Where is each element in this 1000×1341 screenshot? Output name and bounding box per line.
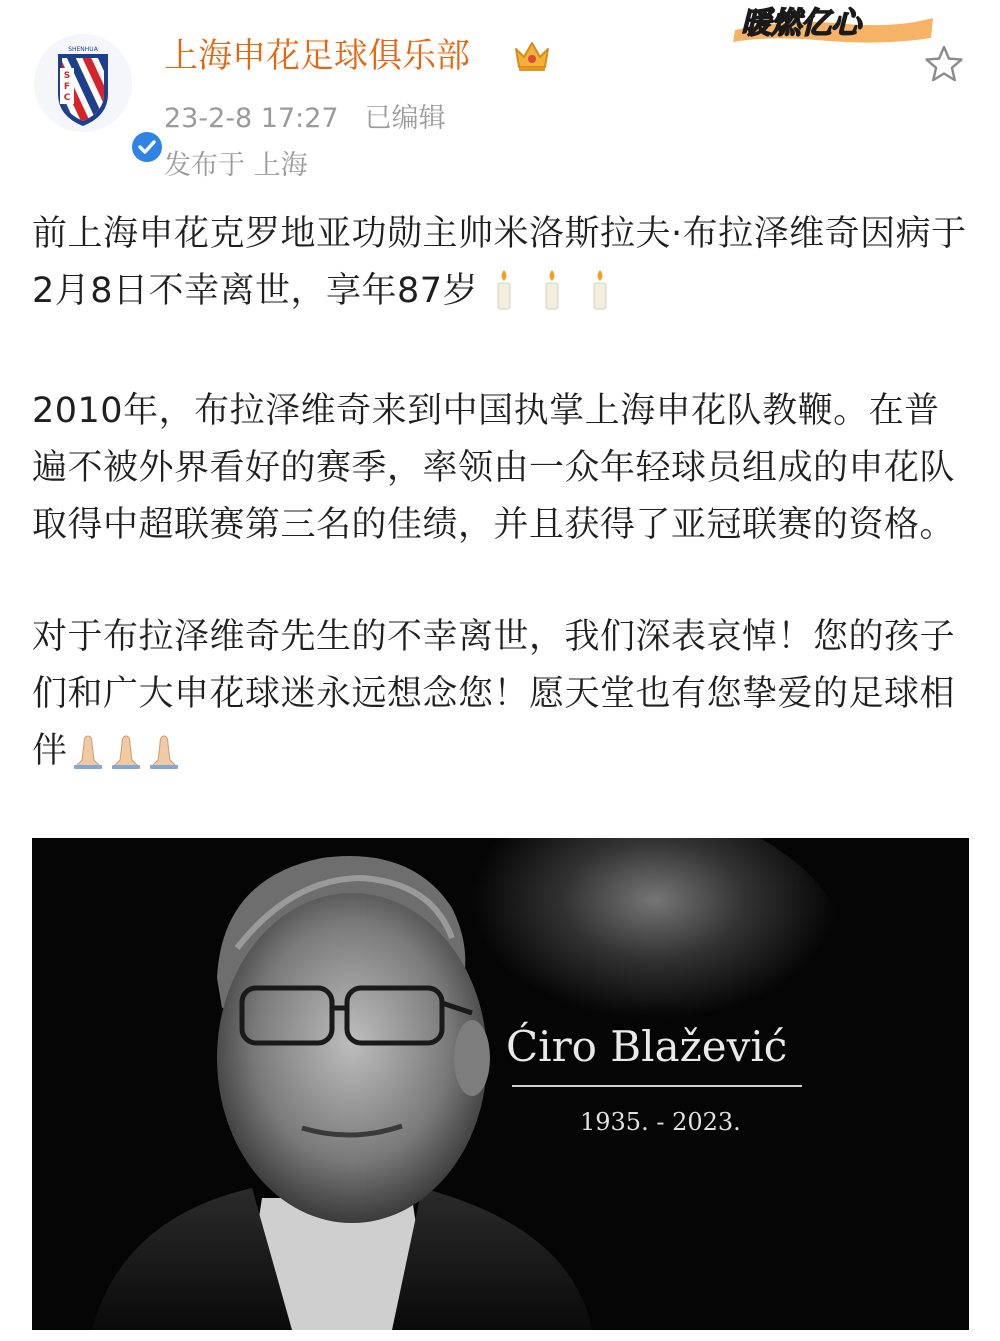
svg-text:F: F (63, 82, 71, 92)
caption-divider (512, 1085, 802, 1087)
author-name[interactable]: 上海申花足球俱乐部 (164, 36, 470, 76)
star-icon[interactable] (922, 42, 966, 86)
avatar[interactable] (34, 34, 132, 132)
post-paragraph (32, 609, 972, 788)
crown-icon (512, 37, 552, 73)
brand-watermark-logo (727, 0, 939, 46)
candle-icon (492, 268, 632, 328)
post-location: 发布于 上海 (164, 150, 308, 181)
post-timestamp: 23-2-8 17:27 (164, 103, 339, 134)
portrait-image (32, 838, 969, 1330)
post-paragraph: 2010年，布拉泽维奇来到中国执掌上海申花队教鞭。在普遍不被外界看好的赛季，率领由一众年轻球员组成的申花队取得中超联赛第三名的佳绩，并且获得了亚冠联赛的资格。 (32, 391, 956, 545)
svg-text:C: C (63, 93, 71, 103)
verified-icon (130, 130, 164, 164)
memorial-photo[interactable] (32, 838, 969, 1330)
post-body (32, 206, 972, 788)
club-crest-icon (34, 34, 132, 132)
photo-caption-years: 1935. - 2023. (580, 1108, 741, 1136)
svg-text:S: S (63, 71, 71, 81)
photo-caption-name: Ćiro Blažević (506, 1022, 788, 1071)
svg-text:SHENHUA: SHENHUA (68, 46, 98, 53)
pray-hands-icon (70, 731, 184, 788)
post-paragraph-text: 前上海申花克罗地亚功勋主帅米洛斯拉夫·布拉泽维奇因病于2月8日不幸离世，享年87岁 (32, 214, 967, 311)
post-paragraph-text: 对于布拉泽维奇先生的不幸离世，我们深表哀悼！您的孩子们和广大申花球迷永远想念您！愿天堂也有您挚爱的足球相伴 (32, 617, 956, 771)
edited-label[interactable]: 已编辑 (364, 103, 446, 134)
post-paragraph (32, 206, 972, 328)
svg-text:暖燃亿心: 暖燃亿心 (741, 6, 861, 41)
post-meta (164, 96, 446, 135)
